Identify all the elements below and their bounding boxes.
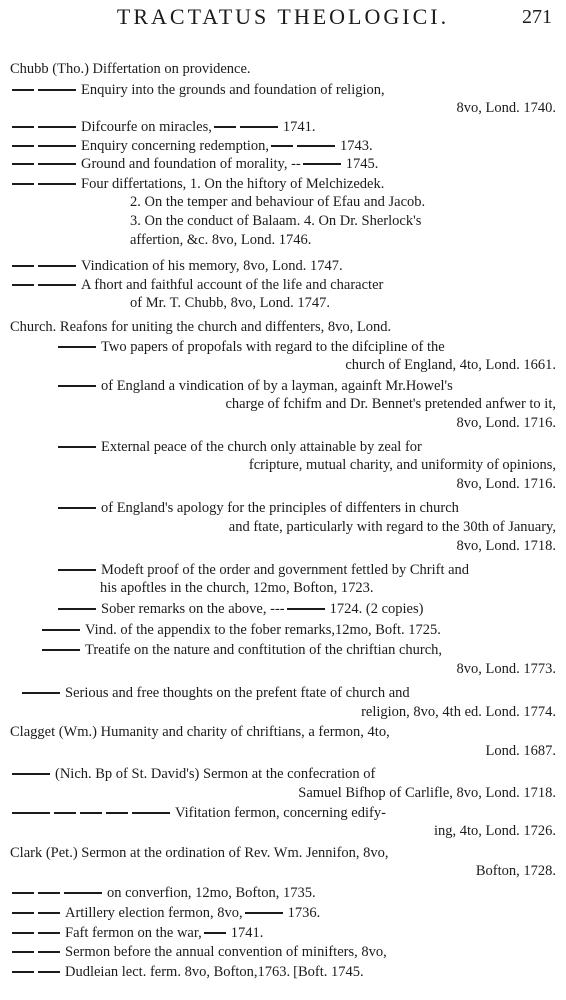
- entry-text: 8vo, Lond. 1716.: [456, 415, 556, 431]
- entry-line: [56, 561, 469, 579]
- entry-text: and ftate, particularly with regard to the 30th of January,: [228, 519, 556, 535]
- entry-text: 2. On the temper and behaviour of Efau and Jacob.: [130, 194, 426, 210]
- entry-text: fcripture, mutual charity, and uniformity of opinions,: [248, 457, 556, 473]
- ditto-dash: [38, 284, 76, 286]
- entry-text: Vind. of the appendix to the fober remarks,12mo, Boft. 1725.: [85, 622, 441, 638]
- entry-text: Enquiry into the grounds and foundation of religion,: [81, 82, 385, 98]
- ditto-dash: [42, 629, 80, 631]
- entry-line: [457, 99, 556, 117]
- entry-text: Vindication of his memory, 8vo, Lond. 1747.: [81, 258, 343, 274]
- entry-line: [56, 499, 459, 517]
- ditto-dash: [38, 126, 76, 128]
- entry-text: 1724. (2 copies): [329, 601, 424, 617]
- entry-text: Dudleian lect. ferm. 8vo, Bofton,1763.: [65, 964, 291, 980]
- entry-text: Faft fermon on the war,: [65, 925, 202, 941]
- entry-text: Artillery election fermon, 8vo,: [65, 905, 243, 921]
- entry-line: [56, 377, 453, 395]
- entry-line: [229, 518, 556, 536]
- entry-text: 1741.: [282, 119, 316, 135]
- ditto-dash: [12, 951, 34, 953]
- ditto-dash: [303, 163, 341, 165]
- entry-line: [457, 660, 556, 678]
- entry-text: his apoftles in the church, 12mo, Bofton, 1723.: [100, 580, 374, 596]
- ditto-dash: [58, 346, 96, 348]
- entry-line: [457, 414, 556, 432]
- entry-line: [10, 844, 389, 862]
- entry-text: ing, 4to, Lond. 1726.: [433, 823, 556, 839]
- entry-line: [457, 537, 556, 555]
- ditto-dash: [12, 812, 50, 814]
- entry-text: 8vo, Lond. 1773.: [456, 661, 556, 677]
- entry-text: [Boft. 1745.: [293, 964, 364, 980]
- ditto-dash: [12, 145, 34, 147]
- entry-line: [56, 438, 422, 456]
- entry-text: (Nich. Bp of St. David's) Sermon at the confecration of: [55, 766, 376, 782]
- ditto-dash: [12, 163, 34, 165]
- ditto-dash: [42, 649, 80, 651]
- ditto-dash: [58, 569, 96, 571]
- entry-line: [10, 765, 375, 783]
- entry-text: 3. On the conduct of Balaam. 4. On Dr. Sherlock's: [130, 213, 422, 229]
- ditto-dash: [58, 446, 96, 448]
- entry-text: Two papers of propofals with regard to the difcipline of the: [101, 339, 445, 355]
- entry-line: [457, 475, 556, 493]
- entry-text: Church. Reafons for uniting the church and diffenters, 8vo, Lond.: [10, 319, 392, 335]
- entry-line: [56, 600, 423, 618]
- ditto-dash: [38, 951, 60, 953]
- page-number: 271: [522, 6, 552, 28]
- entry-text: Ground and foundation of morality, --: [81, 156, 301, 172]
- entry-line: [10, 804, 386, 822]
- ditto-dash: [297, 145, 335, 147]
- ditto-dash: [64, 892, 102, 894]
- entry-line: [249, 456, 556, 474]
- entry-text: Four differtations, 1. On the hiftory of Melchizedek.: [81, 176, 385, 192]
- entry-line: [10, 904, 320, 922]
- ditto-dash: [12, 126, 34, 128]
- ditto-dash: [12, 89, 34, 91]
- entry-line: [10, 884, 316, 902]
- entry-text: Bofton, 1728.: [475, 863, 556, 879]
- entry-line: [476, 862, 556, 880]
- entry-text: Clark (Pet.) Sermon at the ordination of Rev. Wm. Jennifon, 8vo,: [10, 845, 389, 861]
- entry-line: [298, 784, 556, 802]
- entry-text: Chubb (Tho.) Differtation on providence.: [10, 61, 251, 77]
- entry-text: church of England, 4to, Lond. 1661.: [345, 357, 556, 373]
- entry-text: Serious and free thoughts on the prefent ftate of church and: [65, 685, 410, 701]
- ditto-dash: [38, 932, 60, 934]
- ditto-dash: [12, 932, 34, 934]
- entry-text: Modeft proof of the order and government fettled by Chrift and: [101, 562, 470, 578]
- entry-line: [10, 723, 390, 741]
- ditto-dash: [22, 692, 60, 694]
- entry-line: [10, 963, 364, 981]
- entry-line: [10, 155, 378, 173]
- entry-text: External peace of the church only attainable by zeal for: [101, 439, 422, 455]
- entry-text: 1741.: [230, 925, 264, 941]
- ditto-dash: [12, 773, 50, 775]
- entry-line: [10, 60, 251, 78]
- ditto-dash: [38, 145, 76, 147]
- ditto-dash: [38, 163, 76, 165]
- entry-text: charge of fchifm and Dr. Bennet's pretended anfwer to it,: [225, 396, 556, 412]
- ditto-dash: [58, 608, 96, 610]
- ditto-dash: [271, 145, 293, 147]
- ditto-dash: [12, 284, 34, 286]
- entry-text: 1745.: [345, 156, 379, 172]
- ditto-dash: [38, 183, 76, 185]
- entry-text: Samuel Bifhop of Carlifle, 8vo, Lond. 1718.: [298, 785, 556, 801]
- entry-text: on converfion, 12mo, Bofton, 1735.: [107, 885, 316, 901]
- entry-line: [56, 338, 445, 356]
- entry-text: Sober remarks on the above, ---: [101, 601, 285, 617]
- entry-text: 1743.: [340, 138, 373, 154]
- ditto-dash: [245, 912, 283, 914]
- entry-text: Clagget (Wm.) Humanity and charity of chriftians, a fermon, 4to,: [10, 724, 390, 740]
- entry-line: [10, 81, 385, 99]
- ditto-dash: [287, 608, 325, 610]
- entry-line: [40, 641, 442, 659]
- entry-text: 8vo, Lond. 1740.: [456, 100, 556, 116]
- ditto-dash: [12, 183, 34, 185]
- entry-line: [10, 943, 387, 961]
- ditto-dash: [54, 812, 76, 814]
- ditto-dash: [12, 892, 34, 894]
- entry-text: Sermon before the annual convention of minifters, 8vo,: [65, 944, 387, 960]
- entry-text: Vifitation fermon, concerning edify-: [175, 805, 386, 821]
- ditto-dash: [38, 89, 76, 91]
- entry-line: [100, 579, 373, 597]
- ditto-dash: [38, 892, 60, 894]
- entry-line: [10, 276, 383, 294]
- entry-text: religion, 8vo, 4th ed. Lond. 1774.: [361, 704, 556, 720]
- entry-text: affertion, &c. 8vo, Lond. 1746.: [130, 232, 312, 248]
- entry-line: [345, 356, 556, 374]
- ditto-dash: [132, 812, 170, 814]
- ditto-dash: [38, 912, 60, 914]
- entry-line: [434, 822, 556, 840]
- entry-text: Enquiry concerning redemption,: [81, 138, 270, 154]
- page-header: [0, 2, 566, 36]
- running-title: TRACTATUS THEOLOGICI.: [116, 4, 450, 29]
- entry-line: [130, 212, 421, 230]
- entry-line: [226, 395, 557, 413]
- entry-text: Lond. 1687.: [485, 743, 556, 759]
- entry-text: A fhort and faithful account of the life and character: [81, 277, 384, 293]
- ditto-dash: [80, 812, 102, 814]
- entry-line: [486, 742, 556, 760]
- ditto-dash: [204, 932, 226, 934]
- ditto-dash: [58, 507, 96, 509]
- entry-line: [10, 257, 343, 275]
- entry-line: [20, 684, 410, 702]
- entry-line: [40, 621, 441, 639]
- entry-text: 8vo, Lond. 1716.: [456, 476, 556, 492]
- ditto-dash: [38, 971, 60, 973]
- entry-line: [10, 924, 263, 942]
- entry-text: Difcourfe on miracles,: [81, 119, 212, 135]
- entry-text: of England a vindication of by a layman, againft Mr.Howel's: [101, 378, 453, 394]
- entry-text: of England's apology for the principles of diffenters in church: [101, 500, 459, 516]
- ditto-dash: [106, 812, 128, 814]
- entry-line: [10, 175, 384, 193]
- entry-line: [10, 118, 315, 136]
- entry-line: [361, 703, 556, 721]
- entry-text: 1736.: [287, 905, 321, 921]
- entry-line: [10, 137, 373, 155]
- entry-text: of Mr. T. Chubb, 8vo, Lond. 1747.: [130, 295, 331, 311]
- ditto-dash: [12, 265, 34, 267]
- entry-line: [130, 193, 425, 211]
- ditto-dash: [58, 385, 96, 387]
- ditto-dash: [38, 265, 76, 267]
- ditto-dash: [240, 126, 278, 128]
- ditto-dash: [12, 912, 34, 914]
- entry-text: Treatife on the nature and conftitution of the chriftian church,: [85, 642, 443, 658]
- entry-line: [130, 294, 330, 312]
- entry-line: [10, 318, 391, 336]
- ditto-dash: [214, 126, 236, 128]
- entry-line: [130, 231, 311, 249]
- ditto-dash: [12, 971, 34, 973]
- entry-text: 8vo, Lond. 1718.: [456, 538, 556, 554]
